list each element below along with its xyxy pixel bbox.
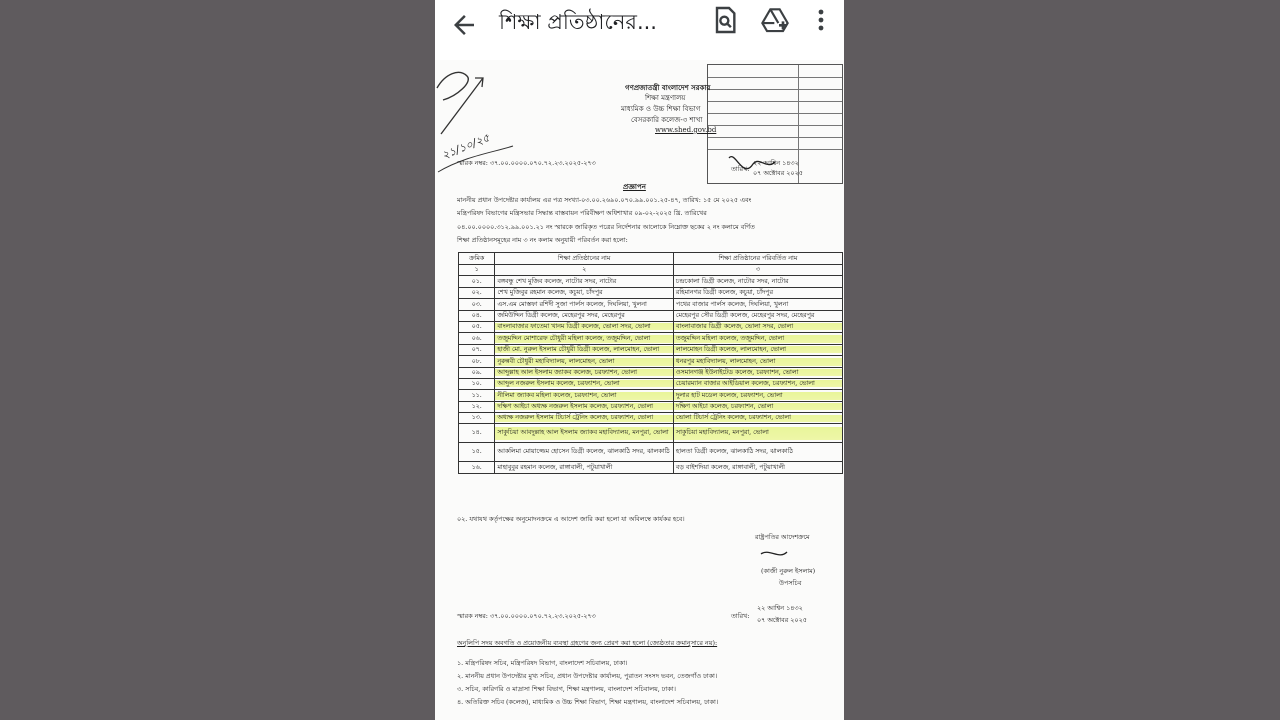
cell-old-name: আকলিমা মোয়াজ্জেম হোসেন ডিগ্রী কলেজ, ঝালকাঠি সদর, ঝালকাঠি xyxy=(495,443,674,462)
cell-old-name: নুরুন্নবী চৌধুরী মহাবিদ্যালয়, লালমোহন, ভোলা xyxy=(495,356,674,367)
date-label: তারিখ: xyxy=(731,165,750,173)
cell-new-name: দক্ষিণ আইচা কলেজ, চরফ্যাশন, ভোলা xyxy=(673,401,842,412)
memo-number: স্মারক নম্বর: ৩৭.০০.০০০০.০৭০.৭২.২৩.২০২৫-২৭৩ xyxy=(457,159,596,167)
table-row xyxy=(459,378,843,389)
cell-serial: ১৪. xyxy=(459,424,495,443)
cell-serial: ০৫. xyxy=(459,321,495,332)
header-website[interactable]: www.shed.gov.bd xyxy=(655,126,717,134)
column-number: ৩ xyxy=(673,265,842,276)
cell-new-name: রহিমানগর ডিগ্রী কলেজ, কচুয়া, চাঁদপুর xyxy=(673,287,842,298)
cell-new-name: সাকুচিয়া মহাবিদ্যালয়, মনপুরা, ভোলা xyxy=(673,424,842,443)
body-line: ০৪.০০.০০০০.৩১২.৯৯.০০১.২১ নং স্মারকে জারিকৃত পত্রের নির্দেশনার আলোকে নিম্নোক্ত ছকের ২ নং কলামে বর্ণিত xyxy=(457,223,755,231)
pdf-viewer-screen xyxy=(435,0,844,720)
copy-heading: অনুলিপি সদয় অবগতি ও প্রয়োজনীয় ব্যবস্থা গ্রহণের জন্য প্রেরণ করা হলো (জ্যেষ্ঠতার ক্রমানুসারে নয়): xyxy=(457,639,718,647)
cell-new-name: লালমোহন ডিগ্রী কলেজ, লালমোহন, ভোলা xyxy=(673,344,842,355)
copy-list-item: ৪. অতিরিক্ত সচিব (কলেজ), মাধ্যমিক ও উচ্চ শিক্ষা বিভাগ, শিক্ষা মন্ত্রণালয়, বাংলাদেশ সচিবালয়, ঢাকা। xyxy=(457,698,719,706)
cell-old-name: জমিউদ্দিন ডিগ্রী কলেজ, মেহেরপুর সদর, মেহেরপুর xyxy=(495,310,674,321)
cell-old-name: তজুমদ্দিন মোশারেফ চৌধুরী মহিলা কলেজ, তজুমদ্দিন, ভোলা xyxy=(495,333,674,344)
cell-new-name: মেহেরপুর সৌর ডিগ্রী কলেজ, মেহেরপুর সদর, মেহেরপুর xyxy=(673,310,842,321)
cell-serial: ০৩. xyxy=(459,299,495,310)
arrow-back-icon[interactable] xyxy=(449,10,479,40)
date-english: ০৭ অক্টোবর ২০২৫ xyxy=(753,169,803,177)
cell-serial: ০৬. xyxy=(459,333,495,344)
table-row xyxy=(459,344,843,355)
cell-new-name: ভোলা টিচার্স ট্রেনিং কলেজ, চরফ্যাশন, ভোলা xyxy=(673,413,842,424)
cell-old-name: অধ্যক্ষ নজরুল ইসলাম টিচার্স ট্রেনিং কলেজ, চরফ্যাশন, ভোলা xyxy=(495,413,674,424)
cell-new-name: বড় বাইশদিয়া কলেজ, রাঙ্গাবালী, পটুয়াখালী xyxy=(673,462,842,473)
cell-serial: ০২. xyxy=(459,287,495,298)
table-row xyxy=(459,287,843,298)
cell-new-name: চেয়ারম্যান বাজার আইডিয়াল কলেজ, চরফ্যাশন, ভোলা xyxy=(673,378,842,389)
cell-serial: ০৭. xyxy=(459,344,495,355)
cell-new-name: দুলার হাট মডেল কলেজ, চরফ্যাশন, ভোলা xyxy=(673,390,842,401)
cell-old-name: শেখ মুজিবুর রহমান কলেজ, কচুয়া, চাঁদপুর xyxy=(495,287,674,298)
cell-serial: ১৬. xyxy=(459,462,495,473)
table-row xyxy=(459,443,843,462)
more-vert-icon[interactable] xyxy=(805,4,837,36)
cell-new-name: হালতা ডিগ্রী কলেজ, ঝালকাঠি সদর, ঝালকাঠি xyxy=(673,443,842,462)
header-ministry: শিক্ষা মন্ত্রণালয় xyxy=(645,94,686,102)
cell-old-name: হাজী মো. নুরুল ইসলাম চৌধুরী ডিগ্রী কলেজ, লালমোহন, ভোলা xyxy=(495,344,674,355)
cell-old-name: এস.এম মোস্তফা রশিদী সুজা পার্লস কলেজ, দিঘলিয়া, খুলনা xyxy=(495,299,674,310)
table-row xyxy=(459,462,843,473)
body-line: শিক্ষা প্রতিষ্ঠানসমূহের নাম ৩ নং কলাম অনুযায়ী পরিবর্তন করা হলো: xyxy=(457,236,628,244)
table-header-row xyxy=(459,253,843,265)
cell-old-name: বাংলাবাজার ফাতেমা খানম ডিগ্রী কলেজ, ভোলা সদর, ভোলা xyxy=(495,321,674,332)
table-row xyxy=(459,367,843,378)
document-title: শিক্ষা প্রতিষ্ঠানের... xyxy=(499,10,657,34)
column-header-new-name: শিক্ষা প্রতিষ্ঠানের পরিবর্তিত নাম xyxy=(673,253,842,265)
body-line: মাননীয় প্রধান উপদেষ্টার কার্যালয় এর পত্র সংখ্যা-০৩.০০.২৬৯০.০৭০.৯৯.০০১.২৫-৪৭, তারিখ: ১৫ মে ২০২৫ এবং xyxy=(457,196,752,204)
table-row xyxy=(459,299,843,310)
app-bar xyxy=(435,0,844,56)
document-page[interactable] xyxy=(435,60,844,720)
copy-list-item: ২. মাননীয় প্রধান উপদেষ্টার মুখ্য সচিব, প্রধান উপদেষ্টার কার্যালয়, পুরাতন সংসদ ভবন, তেজগাঁও ঢাকা। xyxy=(457,672,718,680)
search-in-document-icon[interactable] xyxy=(709,4,741,36)
notification-heading: প্রজ্ঞাপন xyxy=(623,182,646,191)
table-row xyxy=(459,310,843,321)
date-label-2: তারিখ: xyxy=(731,612,750,620)
date-english-2: ০৭ অক্টোবর ২০২৫ xyxy=(757,616,807,624)
cell-serial: ০৯. xyxy=(459,367,495,378)
cell-new-name: তজুমদ্দিন মহিলা কলেজ, তজুমদ্দিন, ভোলা xyxy=(673,333,842,344)
cell-old-name: মাহাবুবুর রহমান কলেজ, রাঙ্গাবালী, পটুয়াখালী xyxy=(495,462,674,473)
date-bangla: ২২ আশ্বিন ১৪৩২ xyxy=(753,159,799,167)
copy-list-item: ১. মন্ত্রিপরিষদ সচিব, মন্ত্রিপরিষদ বিভাগ, বাংলাদেশ সচিবালয়, ঢাকা। xyxy=(457,659,628,667)
body-line: মন্ত্রিপরিষদ বিভাগের মন্ত্রিসভার সিদ্ধান্ত বাস্তবায়ন পরিবীক্ষণ অধিশাখার ০৯-০২-২০২৫ খ্রি. তারিখের xyxy=(457,209,707,217)
table-row xyxy=(459,333,843,344)
date-bangla-2: ২২ আশ্বিন ১৪৩২ xyxy=(757,604,803,612)
copy-list-item: ৩. সচিব, কারিগরি ও মাদ্রাসা শিক্ষা বিভাগ, শিক্ষা মন্ত্রণালয়, বাংলাদেশ সচিবালয়, ঢাকা। xyxy=(457,685,676,693)
name-change-table xyxy=(458,252,843,474)
closing-paragraph: ০২. যথাযথ কর্তৃপক্ষের অনুমোদনক্রমে এ আদেশ জারি করা হলো যা অবিলম্বে কার্যকর হবে। xyxy=(457,515,685,523)
column-header-old-name: শিক্ষা প্রতিষ্ঠানের নাম xyxy=(495,253,674,265)
signatory-title: উপসচিব xyxy=(779,579,802,587)
table-row xyxy=(459,321,843,332)
header-branch: বেসরকারি কলেজ-৩ শাখা xyxy=(631,116,703,124)
by-order-text: রাষ্ট্রপতির আদেশক্রমে xyxy=(755,533,810,541)
cell-serial: ১৩. xyxy=(459,413,495,424)
cell-serial: ১৫. xyxy=(459,443,495,462)
cell-new-name: ওসমানগঞ্জ ইউনাইটেড কলেজ, চরফ্যাশন, ভোলা xyxy=(673,367,842,378)
column-header-serial: ক্রমিক xyxy=(459,253,495,265)
cell-old-name: বঙ্গবন্ধু শেখ মুজিব কলেজ, নাটোর সদর, নাটোর xyxy=(495,276,674,287)
column-number: ২ xyxy=(495,265,674,276)
table-row xyxy=(459,276,843,287)
cell-serial: ০১. xyxy=(459,276,495,287)
column-number: ১ xyxy=(459,265,495,276)
cell-old-name: সাকুচিয়া আবদুল্লাহ আল ইসলাম জ্যাকব মহাবিদ্যালয়, মনপুরা, ভোলা xyxy=(495,424,674,443)
header-government: গণপ্রজাতন্ত্রী বাংলাদেশ সরকার xyxy=(625,83,711,92)
cell-new-name: চন্দ্রকোলা ডিগ্রী কলেজ, নাটোর সদর, নাটোর xyxy=(673,276,842,287)
memo-number-2: স্মারক নম্বর: ৩৭.০০.০০০০.০৭০.৭২.২৩.২০২৫-২৭৩ xyxy=(457,612,596,620)
table-row xyxy=(459,390,843,401)
cell-serial: ০৮. xyxy=(459,356,495,367)
table-row xyxy=(459,413,843,424)
cell-old-name: আব্দুল নজরুল ইসলাম কলেজ, চরফ্যাশন, ভোলা xyxy=(495,378,674,389)
table-column-number-row xyxy=(459,265,843,276)
header-division: মাধ্যমিক ও উচ্চ শিক্ষা বিভাগ xyxy=(621,105,701,113)
cell-serial: ১০. xyxy=(459,378,495,389)
handwritten-date: ২১/১০/২৫ xyxy=(440,131,492,163)
cell-old-name: নীলিমা জ্যাকব মহিলা কলেজ, চরফ্যাশন, ভোলা xyxy=(495,390,674,401)
cell-old-name: দক্ষিণ আইচা অধ্যক্ষ নজরুল ইসলাম কলেজ, চরফ্যাশন, ভোলা xyxy=(495,401,674,412)
cell-serial: ১২. xyxy=(459,401,495,412)
cell-serial: ১১. xyxy=(459,390,495,401)
cell-old-name: আব্দুল্লাহ আল ইসলাম জ্যাকব কলেজ, চরফ্যাশন, ভোলা xyxy=(495,367,674,378)
cell-new-name: ধনরপুর মহাবিদ্যালয়, লালমোহন, ভোলা xyxy=(673,356,842,367)
cell-new-name: পথের বাজার পার্লস কলেজ, দিঘলিয়া, খুলনা xyxy=(673,299,842,310)
cell-serial: ০৪. xyxy=(459,310,495,321)
table-row xyxy=(459,401,843,412)
table-row xyxy=(459,356,843,367)
add-to-drive-icon[interactable] xyxy=(759,4,791,36)
cell-new-name: বাংলাবাজার ডিগ্রী কলেজ, ভোলা সদর, ভোলা xyxy=(673,321,842,332)
signatory-name: (কাজী নুরুল ইসলাম) xyxy=(761,567,816,575)
table-row xyxy=(459,424,843,443)
